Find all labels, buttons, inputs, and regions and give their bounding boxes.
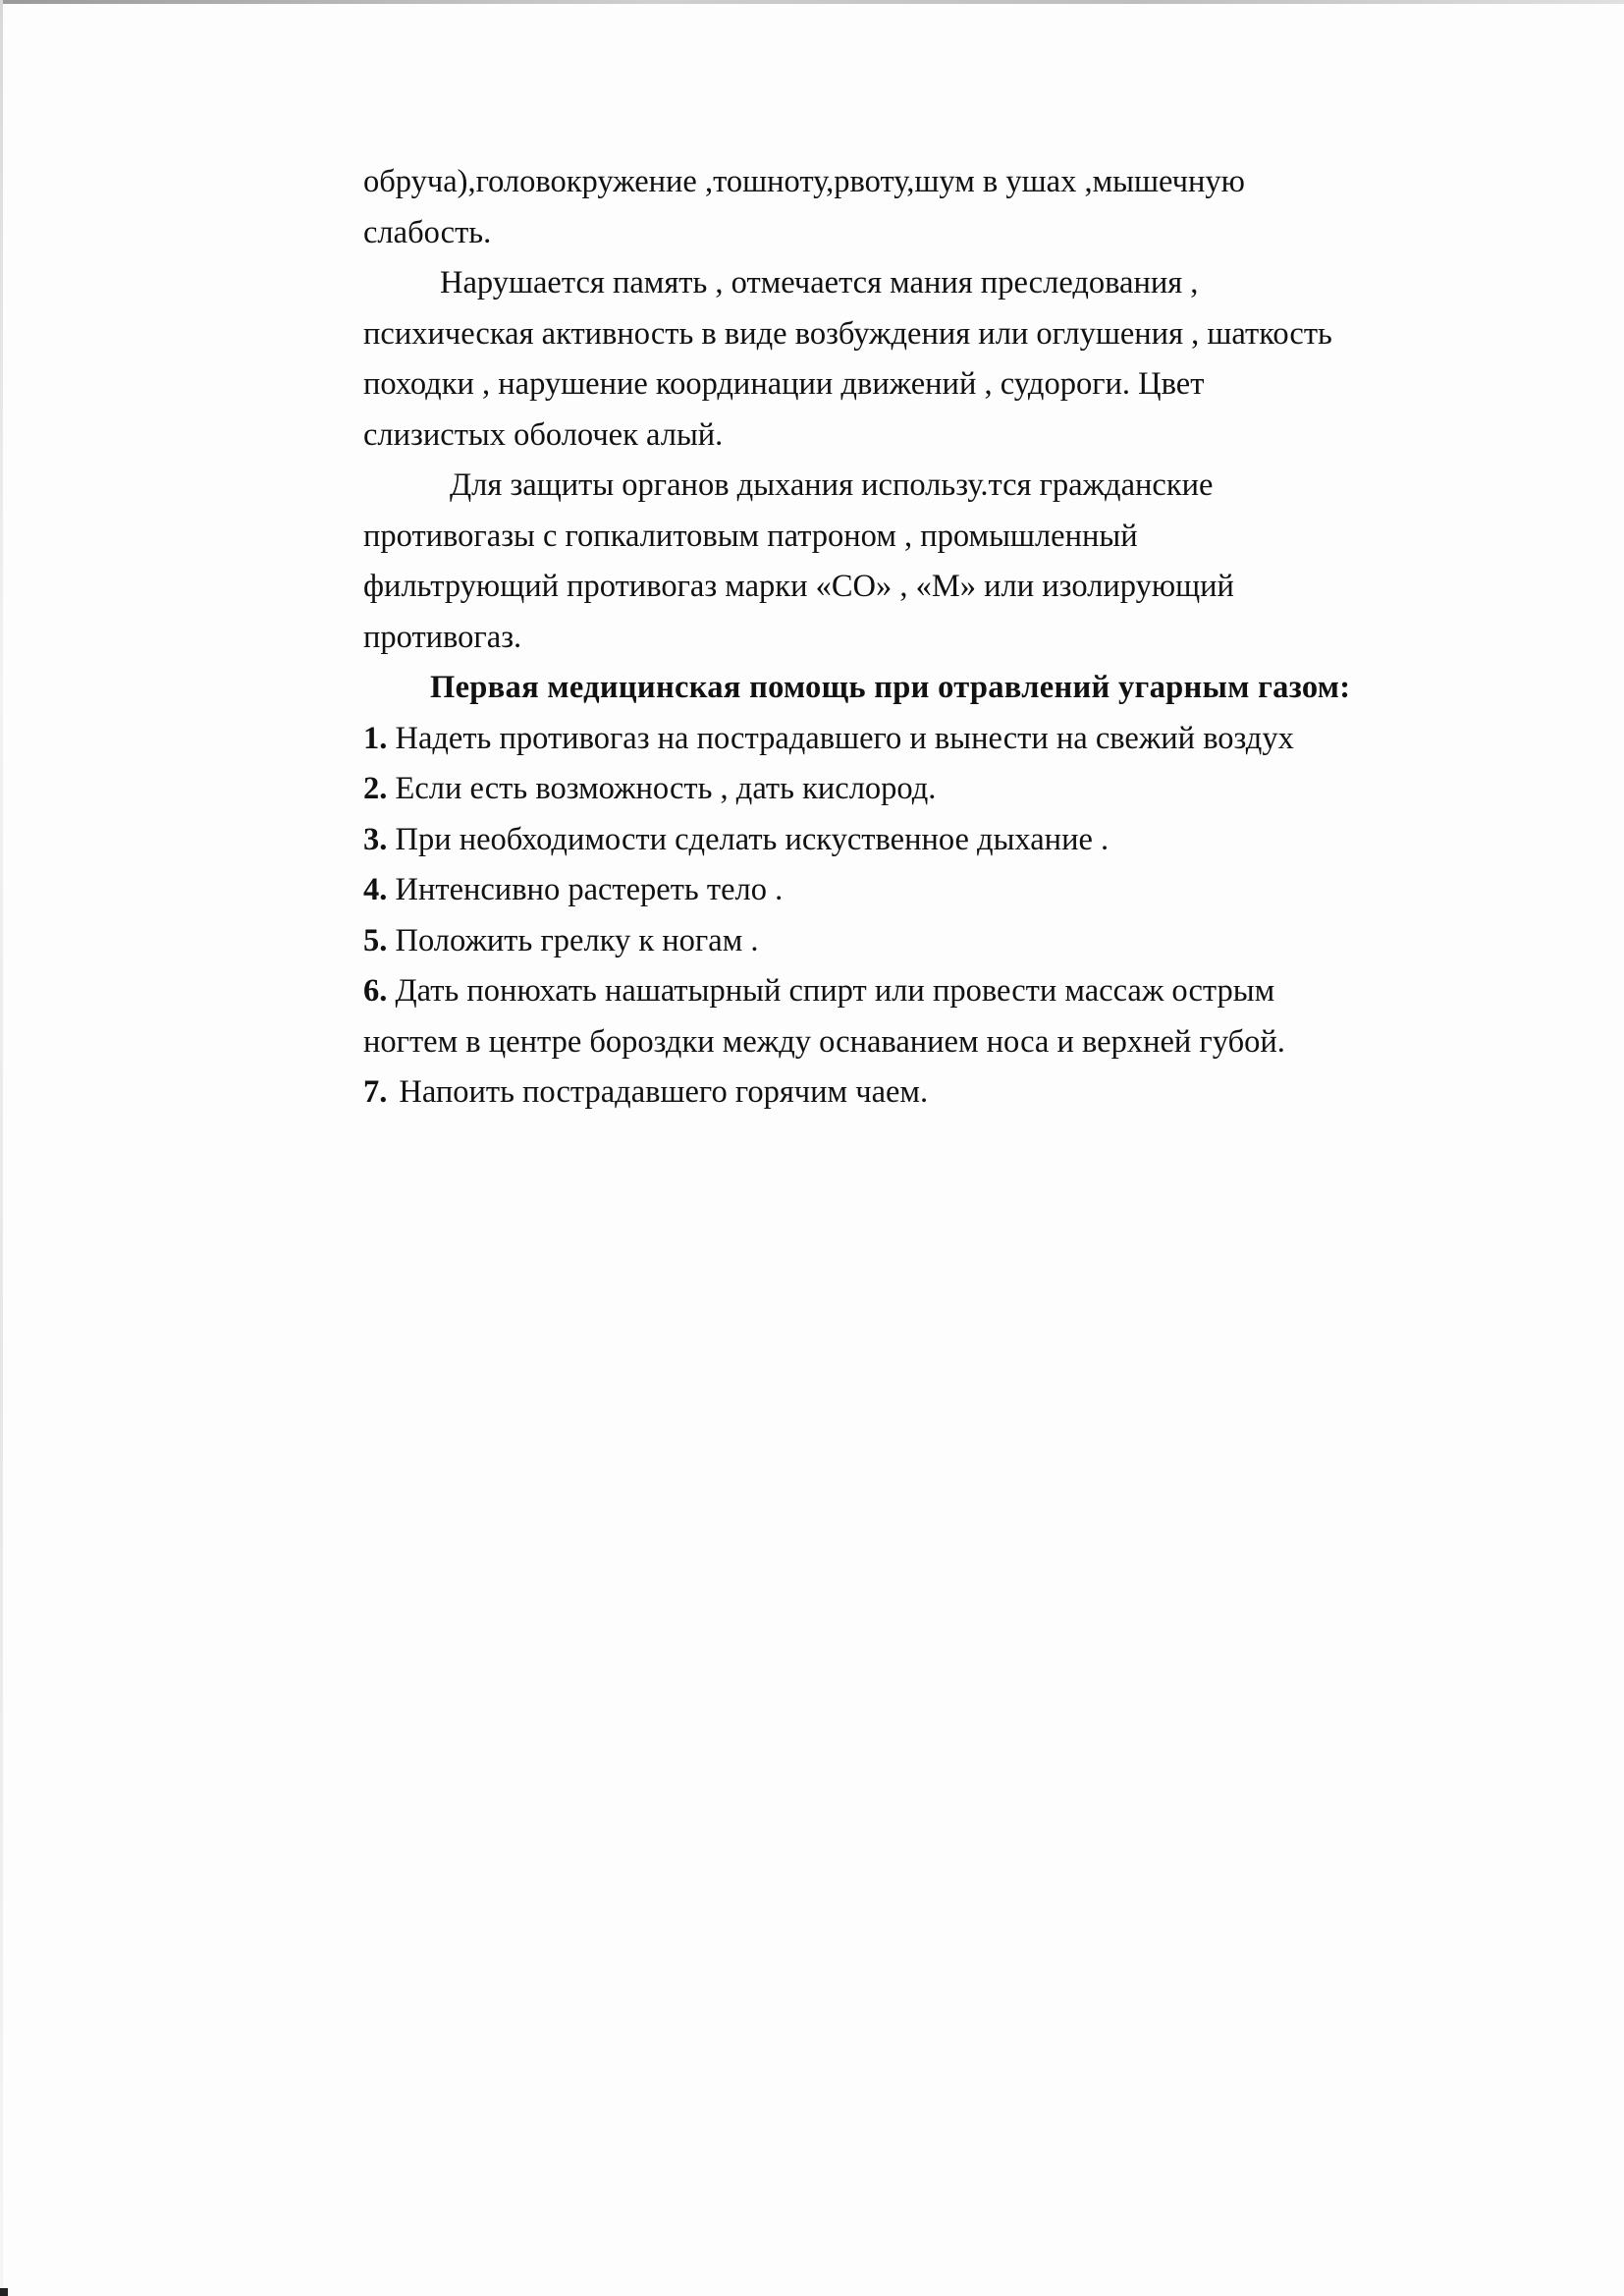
list-item-number: 2. xyxy=(363,771,388,806)
list-item-text: Надеть противогаз на пострадавшего и вынести на свежий воздух xyxy=(387,720,1294,756)
scan-top-edge xyxy=(0,0,1624,4)
list-item xyxy=(363,966,1542,1017)
list-item xyxy=(363,1067,1542,1119)
list-item-text: При необходимости сделать искуственное дыхание . xyxy=(387,821,1110,857)
list-item-number: 6. xyxy=(363,973,388,1009)
text-line: походки , нарушение координации движений , судороги. Цвет xyxy=(363,366,1205,402)
list-item-text: Положить грелку к ногам . xyxy=(387,922,759,958)
list-item-continuation: ногтем в центре бороздки между оснаванием носа и верхней губой. xyxy=(363,1023,1285,1060)
list-item-text: Напоить пострадавшего горячим чаем. xyxy=(399,1074,929,1110)
text-line: обруча),головокружение ,тошноту,рвоту,шум в ушах ,мышечную xyxy=(363,164,1245,199)
text-line: противогаз. xyxy=(363,619,522,655)
list-item-text: Интенсивно растереть тело . xyxy=(387,872,784,907)
document-body xyxy=(363,157,1542,1119)
list-item-text: Если есть возможность , дать кислород. xyxy=(387,771,937,806)
list-item-number: 5. xyxy=(363,922,388,958)
list-item xyxy=(363,714,1542,765)
list-item xyxy=(363,916,1542,967)
list-item-number: 7. xyxy=(363,1074,388,1110)
list-item-text: Дать понюхать нашатырный спирт или провести массаж острым xyxy=(387,973,1275,1009)
list-item xyxy=(363,865,1542,916)
text-line: фильтрующий противогаз марки «СО» , «М» или изолирующий xyxy=(363,569,1234,604)
list-item-number: 4. xyxy=(363,872,388,907)
text-line: психическая активность в виде возбуждения или оглушения , шаткость xyxy=(363,315,1332,352)
section-heading: Первая медицинская помощь при отравлений угарным газом: xyxy=(430,670,1351,705)
text-line: слабость. xyxy=(363,214,492,250)
list-item xyxy=(363,815,1542,866)
paragraph-first-line: Для защиты органов дыхания использу.тся гражданские xyxy=(450,467,1214,503)
scan-corner-mark xyxy=(0,2288,8,2296)
list-item-number: 1. xyxy=(363,720,388,756)
list-item xyxy=(363,764,1542,815)
scan-left-edge xyxy=(0,0,3,2296)
text-line: противогазы с гопкалитовым патроном , промышленный xyxy=(363,518,1138,554)
paragraph-first-line: Нарушается память , отмечается мания преследования , xyxy=(440,265,1199,301)
list-item-number: 3. xyxy=(363,821,388,857)
text-line: слизистых оболочек алый. xyxy=(363,416,724,453)
